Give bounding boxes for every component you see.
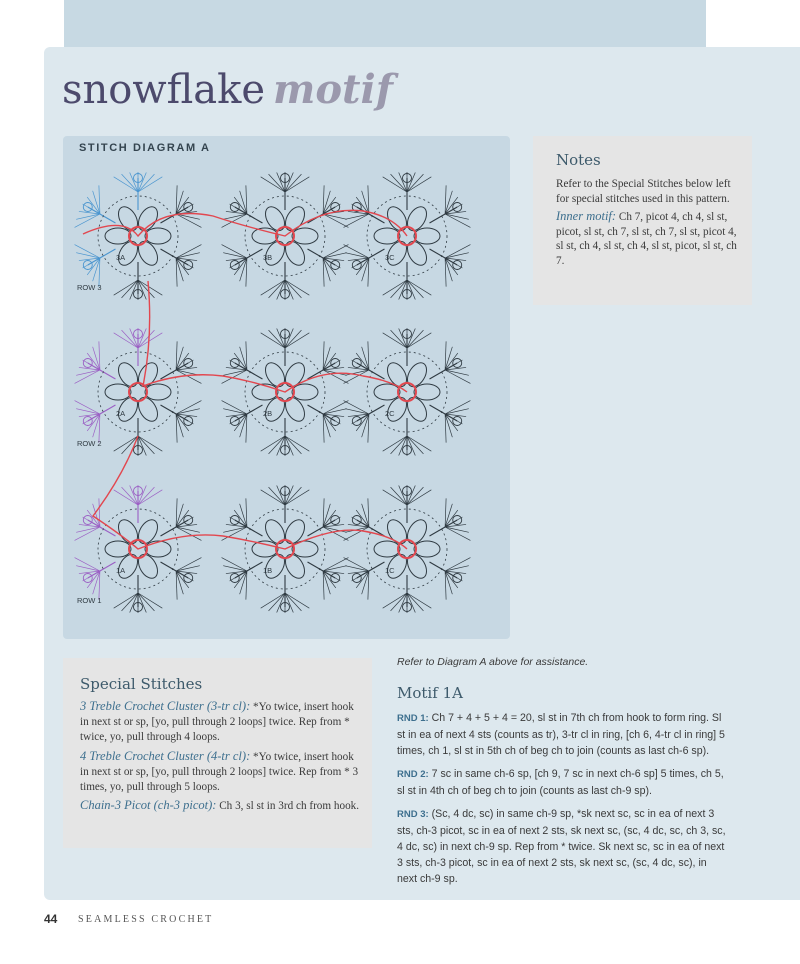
inner-motif-text: Ch 7, picot 4, ch 4, sl st, picot, sl st, ch 7, sl st, ch 7, sl st, picot 4, sl st, ch 4, sl st, ch 4, sl st, picot, sl st, ch 7.	[556, 211, 737, 267]
notes-body	[556, 177, 742, 272]
stitch-diagram	[63, 136, 510, 639]
row-label: ROW 1	[77, 596, 102, 605]
motif-label: 3A	[116, 253, 126, 262]
motif-label: 1B	[263, 566, 273, 575]
special-stitch-item	[80, 749, 360, 796]
joining-path	[143, 281, 407, 392]
special-stitch-text: *Yo twice, insert hook in next st or sp, [yo, pull through 2 loops] twice. Rep from * 3 times, yo, pull through 5 loops.	[80, 750, 359, 794]
special-stitch-name: Chain-3 Picot (ch-3 picot):	[80, 798, 217, 813]
rounds-list	[397, 710, 727, 894]
assist-note: Refer to Diagram A above for assistance.	[397, 656, 589, 668]
running-footer-title: SEAMLESS CROCHET	[78, 914, 214, 925]
title-word-2: motif	[273, 66, 393, 113]
top-color-band	[64, 0, 706, 47]
special-stitch-name: 4 Treble Crochet Cluster (4-tr cl):	[80, 748, 251, 763]
special-stitch-item	[80, 699, 360, 746]
round-label: RND 3:	[397, 809, 429, 820]
motif-title: Motif 1A	[397, 684, 463, 702]
notes-inner-motif	[556, 209, 742, 268]
special-stitch-name: 3 Treble Crochet Cluster (3-tr cl):	[80, 699, 251, 713]
round-instruction	[397, 806, 727, 887]
row-label: ROW 2	[77, 439, 102, 448]
round-text: (Sc, 4 dc, sc) in same ch-9 sp, *sk next sc, sc in ea of next 3 sts, ch-3 picot, sc in ea of next 2 sts, sk next sc, (sc, 4 dc, sc, ch 3, sc, 4 dc, sc) in next ch-9 sp. Rep from * twice. Sk next sc, sc in ea of next 3 sts, ch-3 picot, sc in ea of next 2 sts, sk next sc, (sc, 4 dc, sc), in next ch-9 sp.	[397, 808, 726, 885]
page-title	[62, 68, 393, 112]
motif-label: 2B	[263, 409, 273, 418]
special-stitch-item	[80, 798, 360, 814]
title-word-1: snowflake	[62, 67, 266, 113]
diagram-title: STITCH DIAGRAM A	[79, 142, 211, 154]
round-instruction	[397, 710, 727, 759]
special-stitch-text: Ch 3, sl st in 3rd ch from hook.	[216, 800, 360, 813]
special-stitches-title: Special Stitches	[80, 675, 203, 693]
round-label: RND 1:	[397, 713, 429, 724]
round-text: 7 sc in same ch-6 sp, [ch 9, 7 sc in next ch-6 sp] 5 times, ch 5, sl st in 4th ch of beg ch to join (counts as last ch-9 sp).	[397, 768, 724, 797]
page-number: 44	[44, 912, 58, 926]
round-instruction	[397, 766, 727, 799]
motif-label: 2A	[116, 409, 126, 418]
special-stitch-text: *Yo twice, insert hook in next st or sp, [yo, pull through 2 loops] twice. Rep from * twice, yo, pull through 4 loops.	[80, 701, 354, 744]
notes-intro: Refer to the Special Stitches below left for special stitches used in this pattern.	[556, 178, 731, 205]
inner-motif-label: Inner motif:	[556, 209, 617, 224]
motif-label: 1A	[116, 566, 126, 575]
motif-label: 3B	[263, 253, 273, 262]
motif-label: 2C	[385, 409, 395, 418]
round-text: Ch 7 + 4 + 5 + 4 = 20, sl st in 7th ch from hook to form ring. Sl st in ea of next 4 sts (counts as tr), 3-tr cl in ring, [ch 6, 4-tr cl in ring] 5 times, ch 1, sl st in 5th ch of beg ch to join (counts as last ch-6 sp).	[397, 712, 725, 757]
motif-label: 1C	[385, 566, 395, 575]
row-label: ROW 3	[77, 283, 102, 292]
crochet-motif	[344, 328, 471, 456]
motif-label: 3C	[385, 253, 395, 262]
round-label: RND 2:	[397, 769, 429, 780]
notes-title: Notes	[556, 151, 601, 169]
special-stitches-list	[80, 699, 360, 817]
